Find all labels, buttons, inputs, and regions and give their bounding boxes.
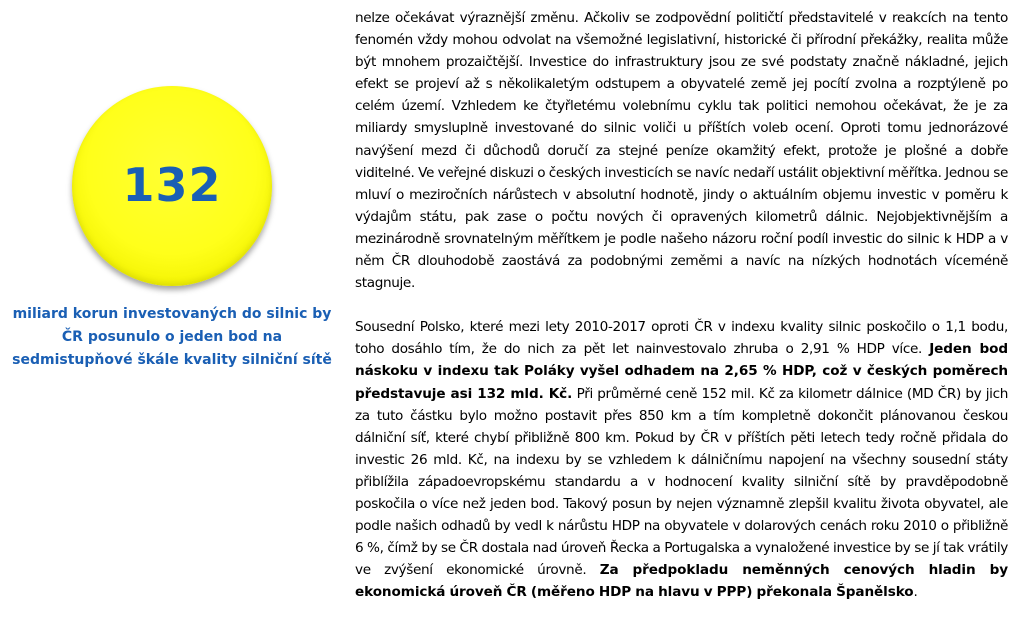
paragraph-2-end: .: [913, 584, 918, 601]
highlight-circle: [72, 86, 272, 286]
highlight-caption: miliard korun investovaných do silnic by ČR posunulo o jeden bod na sedmistupňové škále kvality silniční sítě: [12, 306, 332, 368]
paragraph-2-body: Při průměrné ceně 152 mil. Kč za kilometr dálnice (MD ČR) by jich za tuto částku bylo možno postavit přes 850 km a tím kompletně dokončit plánovanou českou dálniční síť, které chybí přibližně 800 km. Pokud by ČR v příštích pěti letech tedy ročně přidala do investic 26 mld. Kč, na indexu by se vzhledem k dálničnímu napojení na všechny sousední státy přiblížila západoevropskému standardu a v hodnocení kvality silniční sítě by pravděpodobně poskočila o více než jeden bod. Takový posun by nejen významně zlepšil kvalitu života obyvatel, ale podle našich odhadů by vedl k nárůstu HDP na obyvatele v dolarových cenách roku 2010 o přibližně 6 %, čímž by se ČR dostala nad úroveň Řecka a Portugalska a vynaložené investice by se jí tak vrátily ve zvýšení ekonomické úrovně.: [355, 385, 1008, 579]
article-body: [355, 7, 1008, 603]
article-paragraph-1: nelze očekávat výraznější změnu. Ačkoliv se zodpovědní političtí představitelé v reakcích na tento fenomén vždy mohou odvolat na všemožné legislativní, historické či přírodní překážky, realita může být mnohem prozaičtější. Investice do infrastruktury jsou ze své podstaty značně nákladné, jejich efekt se projeví až s několikaletým odstupem a obyvatelé země jej pocítí zvolna a rozptýleně po celém území. Vzhledem ke čtyřletému volebnímu cyklu tak politici nemohou očekávat, že je za miliardy smysluplně investované do silnic voliči u příštích voleb ocení. Oproti tomu jednorázové navýšení mezd či důchodů doručí za stejné peníze okamžitý efekt, protože je plošné a dobře viditelné. Ve veřejné diskuzi o českých investicích se navíc nedaří ustálit objektivní měřítka. Jednou se mluví o meziročních nárůstech v absolutní hodnotě, jindy o aktuálním objemu investic v poměru k výdajům státu, pak zase o počtu nových či opravených kilometrů dálnic. Nejobjektivnějším a mezinárodně srovnatelným měřítkem je podle našeho názoru roční podíl investic do silnic k HDP a v něm ČR dlouhodobě zaostává za podobnými zeměmi a navíc na nízkých hodnotách víceméně stagnuje.: [355, 10, 1008, 292]
paragraph-2-intro: Sousední Polsko, které mezi lety 2010-2017 oproti ČR v indexu kvality silnic poskočilo o 1,1 bodu, toho dosáhlo tím, že do nich za pět let nainvestovalo zhruba o 2,91 % HDP více.: [355, 319, 1008, 358]
article-paragraph-2: [355, 316, 1008, 603]
paragraph-2-bold-estimate: Jeden bod náskoku v indexu tak Poláky vyšel odhadem na 2,65 % HDP, což v českých poměrech představuje asi 132 mld. Kč.: [355, 341, 1008, 402]
paragraph-2-bold-conclusion: Za předpokladu neměnných cenových hladin by ekonomická úroveň ČR (měřeno HDP na hlavu v PPP) překonala Španělsko: [355, 562, 1008, 601]
highlight-number: 132: [122, 158, 222, 212]
infographic-sidebar: [0, 0, 345, 636]
